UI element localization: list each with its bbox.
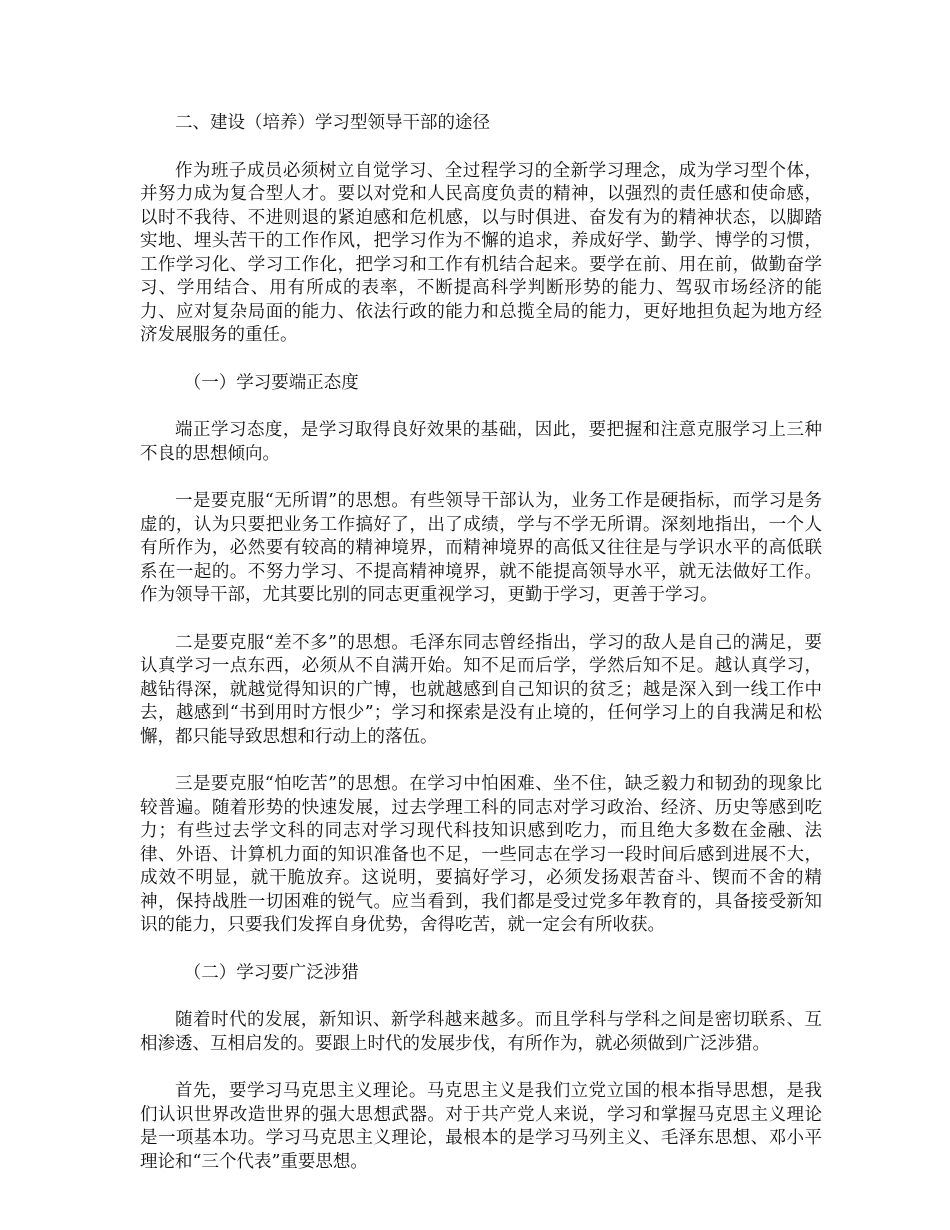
paragraph: 随着时代的发展，新知识、新学科越来越多。而且学科与学科之间是密切联系、互相渗透、互相启发的。要跟上时代的发展步伐，有所作为，就必须做到广泛涉猎。 <box>140 1010 822 1054</box>
paragraph: 三是要克服“怕吃苦”的思想。在学习中怕困难、坐不住，缺乏毅力和韧劲的现象比较普遍。随着形势的快速发展，过去学理工科的同志对学习政治、经济、历史等感到吃力；有些过去学文科的同志对学习现代科技知识感到吃力，而且绝大多数在金融、法律、外语、计算机力面的知识准备也不足，一些同志在学习一段时间后感到进展不大，成效不明显，就干脆放弃。这说明，要搞好学习，必须发扬艰苦奋斗、锲而不舍的精神，保持战胜一切困难的锐气。应当看到，我们都是受过党多年教育的，具备接受新知识的能力，只要我们发挥自身优势，舍得吃苦，就一定会有所收获。 <box>140 774 822 935</box>
subsection-1-title: （一）学习要端正态度 <box>183 372 359 393</box>
subsection-2-title: （二）学习要广泛涉猎 <box>183 962 359 983</box>
document-page <box>140 112 822 1198</box>
paragraph: 端正学习态度，是学习取得良好效果的基础，因此，要把握和注意克服学习上三种不良的思想倾向。 <box>140 420 822 464</box>
intro-paragraph: 作为班子成员必须树立自觉学习、全过程学习的全新学习理念，成为学习型个体，并努力成为复合型人才。要以对党和人民高度负责的精神，以强烈的责任感和使命感，以时不我待、不进则退的紧迫感和危机感，以与时俱进、奋发有为的精神状态，以脚踏实地、埋头苦干的工作作风，把学习作为不懈的追求，养成好学、勤学、博学的习惯，工作学习化、学习工作化，把学习和工作有机结合起来。要学在前、用在前，做勤奋学习、学用结合、用有所成的表率，不断提高科学判断形势的能力、驾驭市场经济的能力、应对复杂局面的能力、依法行政的能力和总揽全局的能力，更好地担负起为地方经济发展服务的重任。 <box>140 160 822 345</box>
paragraph: 首先，要学习马克思主义理论。马克思主义是我们立党立国的根本指导思想，是我们认识世界改造世界的强大思想武器。对于共产党人来说，学习和掌握马克思主义理论是一项基本功。学习马克思主义理论，最根本的是学习马列主义、毛泽东思想、邓小平理论和“三个代表”重要思想。 <box>140 1081 822 1172</box>
section-title: 二、建设（培养）学习型领导干部的途径 <box>175 113 490 133</box>
paragraph: 一是要克服“无所谓”的思想。有些领导干部认为，业务工作是硬指标，而学习是务虚的，认为只要把业务工作搞好了，出了成绩，学与不学无所谓。深刻地指出，一个人有所作为，必然要有较高的精神境界，而精神境界的高低又往往是与学识水平的高低联系在一起的。不努力学习、不提高精神境界，就不能提高领导水平，就无法做好工作。作为领导干部，尤其要比别的同志更重视学习，更勤于学习，更善于学习。 <box>140 491 822 605</box>
paragraph: 二是要克服“差不多”的思想。毛泽东同志曾经指出，学习的敌人是自己的满足，要认真学习一点东西，必须从不自满开始。知不足而后学，学然后知不足。越认真学习，越钻得深，就越觉得知识的广博，也就越感到自己知识的贫乏；越是深入到一线工作中去，越感到“书到用时方恨少”；学习和探索是没有止境的，任何学习上的自我满足和松懈，都只能导致思想和行动上的落伍。 <box>140 632 822 747</box>
